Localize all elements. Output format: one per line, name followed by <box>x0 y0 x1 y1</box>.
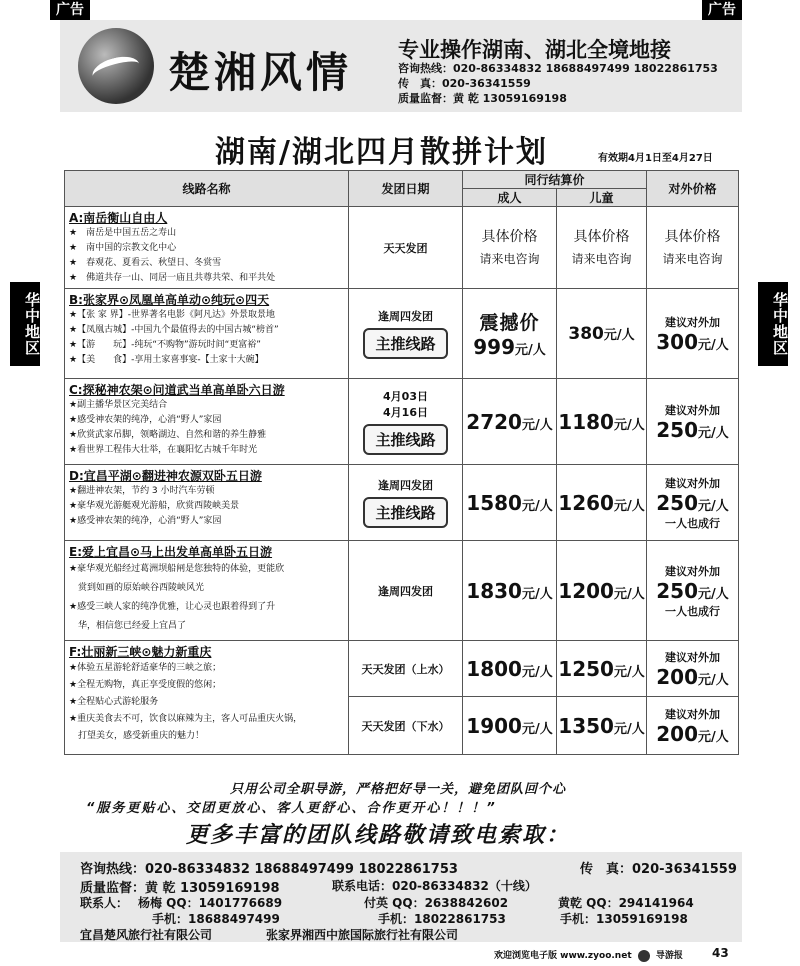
route-b-public: 建议对外加 300元/人 <box>647 289 739 379</box>
table-row <box>65 289 739 379</box>
route-f-adult-down: 1900元/人 <box>463 697 557 755</box>
route-a: A:南岳衡山自由人 ★ 南岳是中国五岳之寿山 ★ 南中国的宗教文化中心 ★ 春观花、夏看云、秋望日、冬赏雪 ★ 佛道共存一山、同居一庙且共尊共荣、和平共处 <box>65 207 349 289</box>
plan-title: 湖南/湖北四月散拼计划 <box>215 135 548 170</box>
footer-supervisor: 质量监督：黄 乾 13059169198 <box>80 881 280 896</box>
route-b: B:张家界⊙凤凰单高单动⊙纯玩⊙四天 ★【张 家 界】-世界著名电影《阿凡达》外景取景地 ★【凤凰古城】-中国九个最值得去的中国古城“榜首” ★【游 玩】-纯玩“不购物”游玩时间“更富裕” ★【美 食】-享用土家喜事宴-【土家十大碗】 <box>65 289 349 379</box>
footer-fax: 传 真：020-36341559 <box>580 862 737 877</box>
featured-stamp: 主推线路 <box>363 424 447 455</box>
newspaper-logo-icon <box>638 950 650 962</box>
route-a-adult: 具体价格 请来电咨询 <box>463 207 557 289</box>
ad-tag-right: 广告 <box>702 0 742 20</box>
route-d-adult: 1580元/人 <box>463 465 557 541</box>
route-c-adult: 2720元/人 <box>463 379 557 465</box>
route-a-public: 具体价格 请来电咨询 <box>647 207 739 289</box>
route-d-child: 1260元/人 <box>557 465 647 541</box>
plan-valid-period: 有效期4月1日至4月27日 <box>598 153 713 164</box>
route-e-child: 1200元/人 <box>557 541 647 641</box>
route-a-child: 具体价格 请来电咨询 <box>557 207 647 289</box>
ad-tag-left: 广告 <box>50 0 90 20</box>
page-number: 43 <box>712 946 729 960</box>
footer-hotline: 咨询热线：020-86334832 18688497499 18022861753 <box>80 862 458 877</box>
route-c: C:探秘神农架⊙问道武当单高单卧六日游 ★副主播华景区完美结合 ★感受神农架的纯净，心消“野人”家园 ★欣赏武家吊脚，领略湖边、自然和谐的养生静雅 ★看世界工程伟大壮举，在襄阳忆古城千年时光 <box>65 379 349 465</box>
route-e: E:爱上宜昌⊙马上出发单高单卧五日游 ★豪华观光船经过葛洲坝船闸是您独特的体验，更能欣 赏到如画的原始峡谷西陵峡风光 ★感受三峡人家的纯净优雅，让心灵也跟着得到了升 华，相信您已经爱上宜昌了 <box>65 541 349 641</box>
contact-2-qq: 付英 QQ：2638842602 <box>364 896 509 910</box>
route-f-adult-up: 1800元/人 <box>463 641 557 697</box>
route-f: F:壮丽新三峡⊙魅力新重庆 ★体验五星游轮舒适豪华的三峡之旅； ★全程无购物，真正享受度假的悠闲； ★全程贴心式游轮服务 ★重庆美食去不可，饮食以麻辣为主，客人可品重庆火锅， 打望美女，感受新重庆的魅力！ <box>65 641 349 755</box>
route-b-date: 逢周四发团 主推线路 <box>349 289 463 379</box>
featured-stamp: 主推线路 <box>363 328 447 359</box>
header-fax: 传 真：020-36341559 <box>398 77 531 90</box>
contact-3-qq: 黄乾 QQ：294141964 <box>558 896 694 910</box>
route-f-child-up: 1250元/人 <box>557 641 647 697</box>
table-row <box>65 465 739 541</box>
header-hotline: 咨询热线：020-86334832 18688497499 18022861753 <box>398 62 718 75</box>
table-row <box>65 379 739 465</box>
route-f-public-down: 建议对外加 200元/人 <box>647 697 739 755</box>
region-label-right: 华中地区 <box>758 282 788 366</box>
header-route: 线路名称 <box>65 171 349 207</box>
logo-icon <box>78 28 154 104</box>
route-c-public: 建议对外加 250元/人 <box>647 379 739 465</box>
route-a-date: 天天发团 <box>349 207 463 289</box>
route-c-child: 1180元/人 <box>557 379 647 465</box>
header-date: 发团日期 <box>349 171 463 207</box>
route-b-child: 380元/人 <box>557 289 647 379</box>
more-routes-callout: 更多丰富的团队线路敬请致电索取： <box>186 823 571 848</box>
header-child: 儿童 <box>557 189 647 207</box>
promo-line-1: 只用公司全职导游，严格把好导一关，避免团队回个心 <box>230 782 567 797</box>
route-f-public-up: 建议对外加 200元/人 <box>647 641 739 697</box>
header-banner <box>60 20 742 112</box>
bottom-site: 欢迎浏览电子版 www.zyoo.net 导游报 <box>494 951 683 961</box>
route-e-public: 建议对外加 250元/人 一人也成行 <box>647 541 739 641</box>
route-b-adult: 震撼价 999元/人 <box>463 289 557 379</box>
contact-3-mobile: 手机：13059169198 <box>560 912 688 926</box>
footer-contact-label: 联系人： <box>80 896 129 910</box>
header-supervisor: 质量监督：黄 乾 13059169198 <box>398 92 567 105</box>
header-public-price: 对外价格 <box>647 171 739 207</box>
table-row <box>65 541 739 641</box>
footer-contacts <box>60 852 742 942</box>
header-peer-price: 同行结算价 <box>463 171 647 189</box>
route-e-date: 逢周四发团 <box>349 541 463 641</box>
route-f-date-up: 天天发团（上水） <box>349 641 463 697</box>
company-1: 宜昌楚风旅行社有限公司 <box>80 928 213 942</box>
tagline: 专业操作湖南、湖北全境地接 <box>398 38 671 62</box>
company-2: 张家界湘西中旅国际旅行社有限公司 <box>266 928 459 942</box>
promo-line-2: “服务更贴心、交团更放心、客人更舒心、合作更开心！！！” <box>86 801 497 816</box>
route-f-child-down: 1350元/人 <box>557 697 647 755</box>
featured-stamp: 主推线路 <box>363 497 447 528</box>
routes-table <box>64 170 739 755</box>
route-d-public: 建议对外加 250元/人 一人也成行 <box>647 465 739 541</box>
region-label-left: 华中地区 <box>10 282 40 366</box>
table-row <box>65 641 739 697</box>
table-row <box>65 207 739 289</box>
contact-2-mobile: 手机：18022861753 <box>378 912 506 926</box>
route-e-adult: 1830元/人 <box>463 541 557 641</box>
route-d: D:宜昌平湖⊙翻进神农源双卧五日游 ★翻进神农架，节约 3 小时汽车劳顿 ★豪华观光游艇观光游船，欣赏西陵峡美景 ★感受神农架的纯净，心消“野人”家园 <box>65 465 349 541</box>
footer-phone: 联系电话：020-86334832（十线） <box>332 879 537 893</box>
brand-name: 楚湘风情 <box>168 48 353 97</box>
header-adult: 成人 <box>463 189 557 207</box>
contact-1-mobile: 手机：18688497499 <box>152 912 280 926</box>
route-d-date: 逢周四发团 主推线路 <box>349 465 463 541</box>
contact-1-qq: 杨梅 QQ：1401776689 <box>138 896 283 910</box>
route-c-date: 4月03日 4月16日 主推线路 <box>349 379 463 465</box>
route-f-date-down: 天天发团（下水） <box>349 697 463 755</box>
